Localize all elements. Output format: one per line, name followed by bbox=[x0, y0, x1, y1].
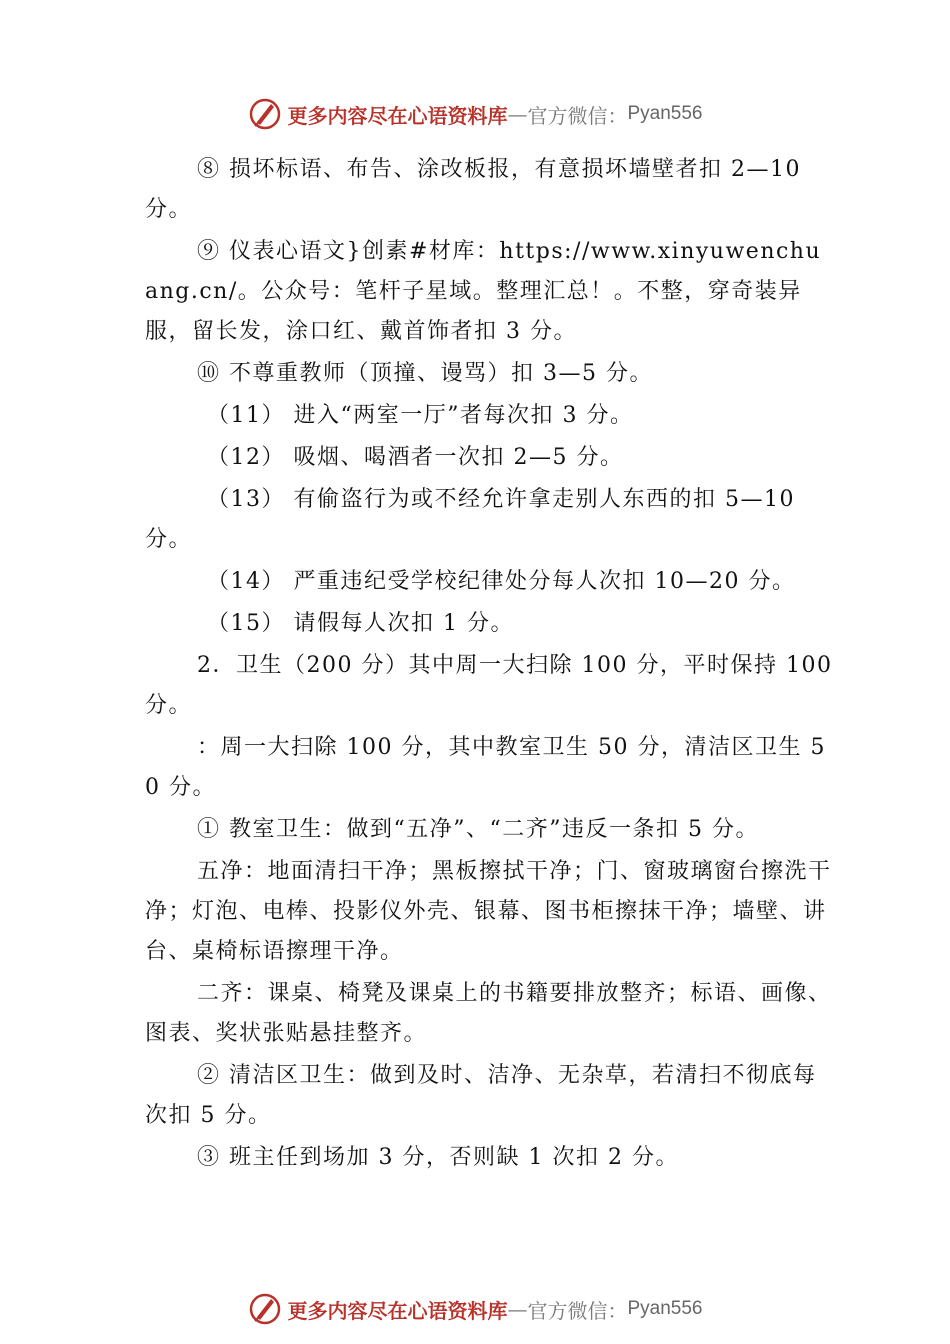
brush-logo-icon bbox=[247, 96, 283, 132]
paragraph: （14） 严重违纪受学校纪律处分每人次扣 10—20 分。 bbox=[207, 569, 796, 594]
paragraph: ① 教室卫生：做到“五净”、“二齐”违反一条扣 5 分。 bbox=[197, 817, 759, 842]
footer-wechat-id: Pyan556 bbox=[627, 1298, 703, 1319]
paragraph: （13） 有偷盗行为或不经允许拿走别人东西的扣 5—10 分。 bbox=[145, 487, 795, 552]
brush-logo-icon bbox=[247, 1291, 283, 1327]
paragraph: ② 清洁区卫生：做到及时、洁净、无杂草，若清扫不彻底每次扣 5 分。 bbox=[145, 1063, 817, 1128]
header-wechat-label: 官方微信： bbox=[527, 103, 628, 128]
header-banner bbox=[0, 94, 950, 134]
paragraph: 二齐：课桌、椅凳及课桌上的书籍要排放整齐；标语、画像、图表、奖状张贴悬挂整齐。 bbox=[145, 981, 832, 1046]
header-brand: 更多内容尽在心语资料库 bbox=[287, 103, 508, 128]
document-body bbox=[145, 150, 835, 1180]
paragraph: ⑧ 损坏标语、布告、涂改板报，有意损坏墙壁者扣 2—10 分。 bbox=[145, 157, 801, 222]
paragraph: （11） 进入“两室一厅”者每次扣 3 分。 bbox=[207, 403, 634, 428]
footer-brand: 更多内容尽在心语资料库 bbox=[287, 1298, 508, 1323]
paragraph: ⑨ 仪表心语文}创素#材库：https://www.xinyuwenchuang.cn/。公众号：笔杆子星域。整理汇总！。不整，穿奇装异服，留长发，涂口红、戴首饰者扣 3 分。 bbox=[145, 239, 822, 344]
paragraph: ：周一大扫除 100 分，其中教室卫生 50 分，清洁区卫生 50 分。 bbox=[145, 735, 826, 800]
footer-separator: — bbox=[507, 1297, 528, 1321]
paragraph: （15） 请假每人次扣 1 分。 bbox=[207, 611, 514, 636]
paragraph: ③ 班主任到场加 3 分，否则缺 1 次扣 2 分。 bbox=[197, 1145, 679, 1170]
paragraph: 2．卫生（200 分）其中周一大扫除 100 分，平时保持 100 分。 bbox=[145, 653, 833, 718]
header-wechat-id: Pyan556 bbox=[627, 103, 703, 124]
paragraph: 五净：地面清扫干净；黑板擦拭干净；门、窗玻璃窗台擦洗干净；灯泡、电棒、投影仪外壳、银幕、图书柜擦抹干净；墙壁、讲台、桌椅标语擦理干净。 bbox=[145, 859, 832, 964]
footer-wechat-label: 官方微信： bbox=[527, 1298, 628, 1323]
paragraph: ⑩ 不尊重教师（顶撞、谩骂）扣 3—5 分。 bbox=[197, 361, 653, 386]
footer-banner bbox=[0, 1289, 950, 1329]
header-separator: — bbox=[507, 102, 528, 126]
paragraph: （12） 吸烟、喝酒者一次扣 2—5 分。 bbox=[207, 445, 624, 470]
